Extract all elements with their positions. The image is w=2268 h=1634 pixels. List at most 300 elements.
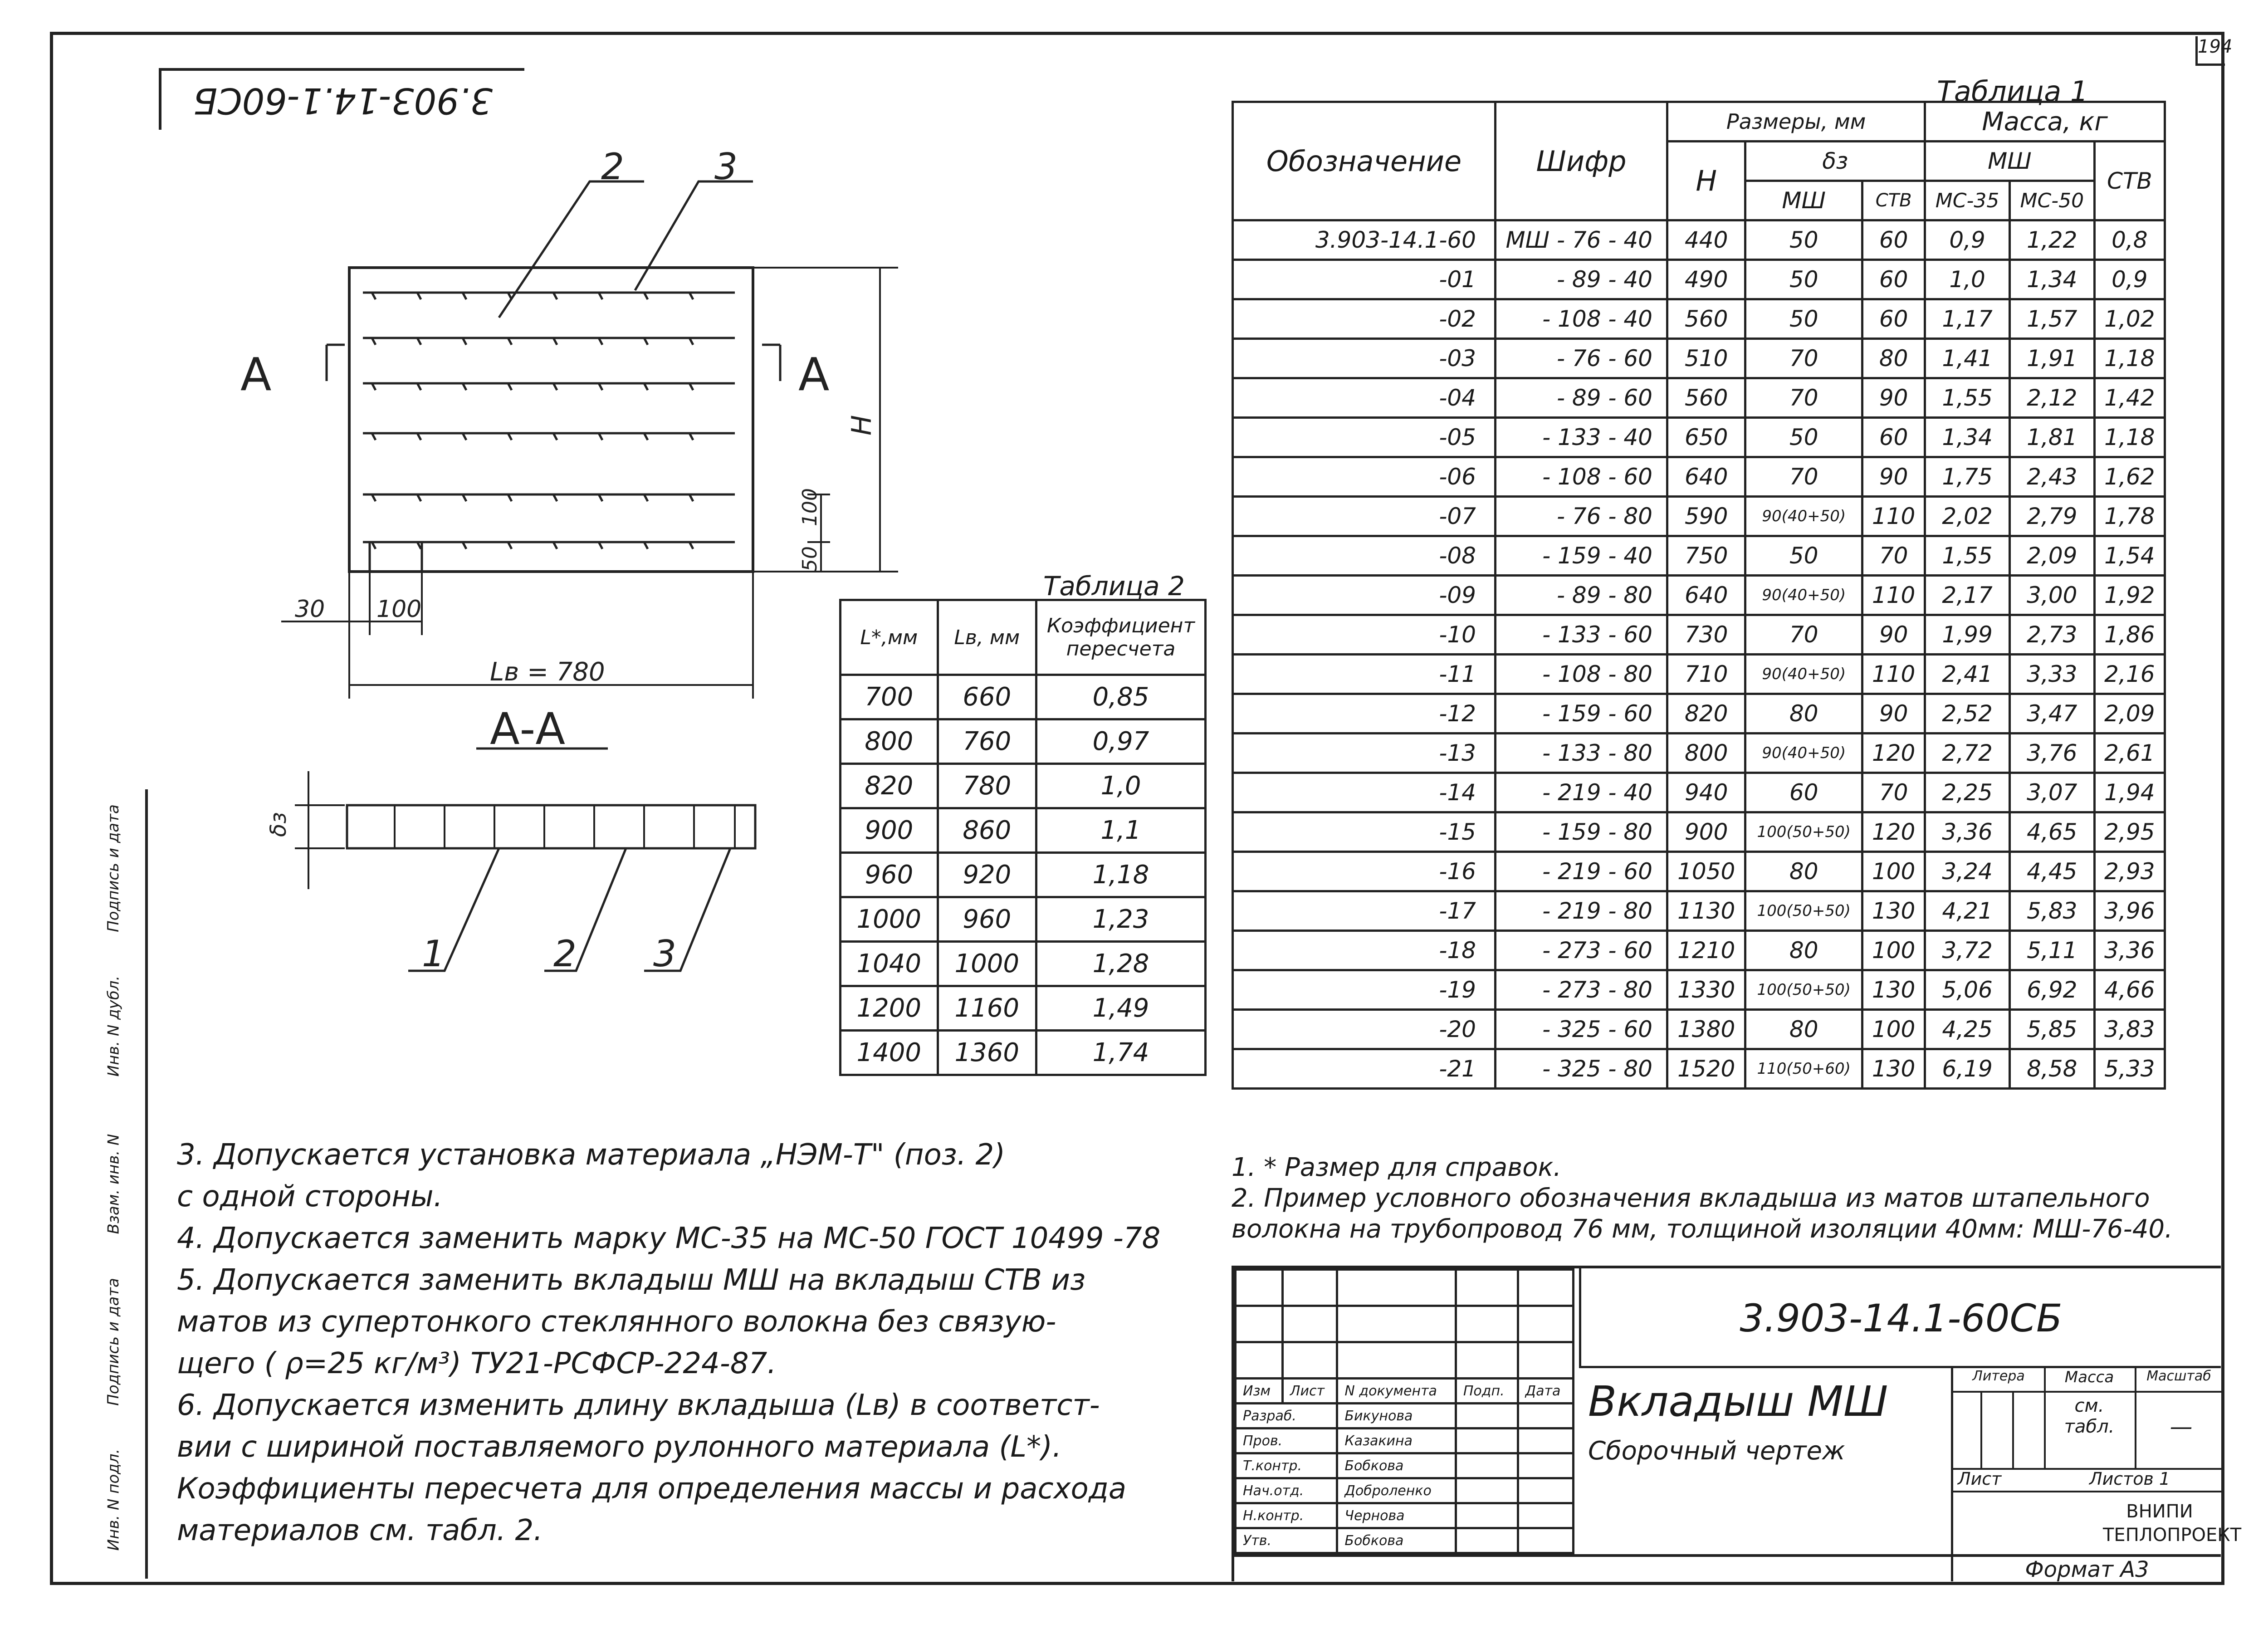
t1-h-H: H bbox=[1667, 142, 1745, 220]
table1-row bbox=[1233, 260, 2165, 299]
t2-cell: 1000 bbox=[841, 897, 938, 942]
dim-100: 100 bbox=[798, 488, 821, 526]
section-title: А-А bbox=[490, 704, 565, 754]
title-signatures bbox=[1234, 1268, 1574, 1554]
tb-row bbox=[1236, 1478, 1574, 1503]
t1-h-mc35: МС-35 bbox=[1925, 181, 2010, 220]
table1-row bbox=[1233, 931, 2165, 970]
tb-cell bbox=[1518, 1528, 1573, 1553]
t1-cell: 90 bbox=[1862, 694, 1925, 734]
t1-cell: - 325 - 80 bbox=[1496, 1049, 1667, 1089]
t1-cell: 70 bbox=[1745, 378, 1862, 418]
t2-cell: 780 bbox=[938, 764, 1036, 808]
tb-cell bbox=[1518, 1453, 1573, 1478]
t1-cell: 710 bbox=[1667, 655, 1745, 694]
t1-cell: 3,83 bbox=[2094, 1010, 2165, 1049]
t1-cell: 80 bbox=[1745, 1010, 1862, 1049]
t1-cell: 1,86 bbox=[2094, 615, 2165, 655]
t1-cell: 1210 bbox=[1667, 931, 1745, 970]
table2-row bbox=[841, 1031, 1206, 1075]
table1-row bbox=[1233, 615, 2165, 655]
tb-cell bbox=[1456, 1528, 1518, 1553]
t1-cell: -12 bbox=[1233, 694, 1496, 734]
note-line: вии с шириной поставляемого рулонного материала (L*). bbox=[177, 1430, 1062, 1464]
t1-cell: 50 bbox=[1745, 260, 1862, 299]
table2 bbox=[839, 599, 1207, 1076]
t1-cell: 80 bbox=[1745, 931, 1862, 970]
top-doc-code: 3.903-14.1-60СБ bbox=[159, 68, 524, 130]
t2-cell: 920 bbox=[938, 853, 1036, 897]
t1-cell: 900 bbox=[1667, 812, 1745, 852]
table2-row bbox=[841, 764, 1206, 808]
callout-2: 2 bbox=[601, 146, 624, 188]
t1-cell: - 89 - 40 bbox=[1496, 260, 1667, 299]
t1-cell: 3,76 bbox=[2009, 734, 2094, 773]
t1-cell: 3,47 bbox=[2009, 694, 2094, 734]
t1-cell: - 133 - 80 bbox=[1496, 734, 1667, 773]
t1-cell: 560 bbox=[1667, 299, 1745, 339]
tb-subname: Сборочный чертеж bbox=[1588, 1436, 1845, 1466]
t1-cell: 100 bbox=[1862, 1010, 1925, 1049]
t1-cell: 1,02 bbox=[2094, 299, 2165, 339]
t1-cell: 50 bbox=[1745, 299, 1862, 339]
t1-h-cipher: Шифр bbox=[1496, 102, 1667, 220]
t1-cell: 1130 bbox=[1667, 891, 1745, 931]
note-line: 4. Допускается заменить марку МС-35 на МС-50 ГОСТ 10499 -78 bbox=[177, 1222, 1161, 1255]
tb-cell bbox=[1456, 1404, 1518, 1429]
table1-caption: Таблица 1 bbox=[1937, 75, 2088, 108]
tb-h-scale: Масштаб bbox=[2135, 1368, 2223, 1393]
t1-cell: 110 bbox=[1862, 497, 1925, 536]
table2-row bbox=[841, 897, 1206, 942]
dim-100b: 100 bbox=[376, 596, 422, 623]
t1-cell: 0,9 bbox=[1925, 220, 2010, 260]
t1-cell: 1,17 bbox=[1925, 299, 2010, 339]
t1-cell: 120 bbox=[1862, 812, 1925, 852]
t1-cell: 800 bbox=[1667, 734, 1745, 773]
t1-cell: 3,36 bbox=[2094, 931, 2165, 970]
tb-sheet-label: Лист bbox=[1958, 1469, 2002, 1489]
t1-cell: 1,34 bbox=[2009, 260, 2094, 299]
t1-cell: 650 bbox=[1667, 418, 1745, 457]
t1-cell: -09 bbox=[1233, 576, 1496, 615]
t1-cell: 4,21 bbox=[1925, 891, 2010, 931]
t1-cell: -07 bbox=[1233, 497, 1496, 536]
dim-lb: Lв = 780 bbox=[490, 657, 605, 687]
t1-cell: 2,09 bbox=[2009, 536, 2094, 576]
t2-cell: 900 bbox=[841, 808, 938, 853]
t1-cell: 2,93 bbox=[2094, 852, 2165, 891]
mat-rows bbox=[363, 293, 735, 572]
tb-format: Формат А3 bbox=[2025, 1557, 2149, 1582]
t1-cell: 80 bbox=[1745, 694, 1862, 734]
t1-cell: 1,54 bbox=[2094, 536, 2165, 576]
t1-cell: 590 bbox=[1667, 497, 1745, 536]
section-mark-right: А bbox=[798, 348, 830, 401]
note-line: 6. Допускается изменить длину вкладыша (Lв) в соответст- bbox=[177, 1389, 1100, 1422]
t1-cell: 490 bbox=[1667, 260, 1745, 299]
table1-row bbox=[1233, 694, 2165, 734]
t1-cell: 1050 bbox=[1667, 852, 1745, 891]
table2-row bbox=[841, 808, 1206, 853]
t2-cell: 1,74 bbox=[1036, 1031, 1206, 1075]
t1-cell: 130 bbox=[1862, 1049, 1925, 1089]
t1-cell: -11 bbox=[1233, 655, 1496, 694]
t1-cell: 1,91 bbox=[2009, 339, 2094, 378]
t1-cell: 100(50+50) bbox=[1745, 891, 1862, 931]
t1-cell: 2,79 bbox=[2009, 497, 2094, 536]
tb-scale-val: — bbox=[2170, 1414, 2193, 1440]
t1-cell: 1,34 bbox=[1925, 418, 2010, 457]
t1-cell: 2,52 bbox=[1925, 694, 2010, 734]
t1-cell: 60 bbox=[1862, 299, 1925, 339]
t1-cell: 90(40+50) bbox=[1745, 576, 1862, 615]
tb-cell bbox=[1518, 1429, 1573, 1453]
t1-cell: -15 bbox=[1233, 812, 1496, 852]
t1-cell: 2,25 bbox=[1925, 773, 2010, 812]
t1-cell: 100(50+50) bbox=[1745, 812, 1862, 852]
table1-row bbox=[1233, 378, 2165, 418]
t1-cell: 5,11 bbox=[2009, 931, 2094, 970]
t1-cell: 2,12 bbox=[2009, 378, 2094, 418]
t2-cell: 1000 bbox=[938, 942, 1036, 986]
t1-cell: -04 bbox=[1233, 378, 1496, 418]
tb-cell bbox=[1456, 1429, 1518, 1453]
t1-cell: 4,45 bbox=[2009, 852, 2094, 891]
table1-row bbox=[1233, 1049, 2165, 1089]
tb-h-ndoc: N документа bbox=[1337, 1379, 1456, 1404]
table2-row bbox=[841, 853, 1206, 897]
callout-2b: 2 bbox=[553, 933, 577, 975]
t1-cell: 70 bbox=[1745, 339, 1862, 378]
t1-cell: 70 bbox=[1862, 773, 1925, 812]
note-line: 2. Пример условного обозначения вкладыша из матов штапельного bbox=[1232, 1184, 2150, 1213]
t1-cell: -10 bbox=[1233, 615, 1496, 655]
t1-cell: 90(40+50) bbox=[1745, 734, 1862, 773]
t1-cell: 3,00 bbox=[2009, 576, 2094, 615]
t2-cell: 760 bbox=[938, 719, 1036, 764]
note-line: 3. Допускается установка материала „НЭМ-Т" (поз. 2) bbox=[177, 1138, 1006, 1172]
tb-cell: Пров. bbox=[1236, 1429, 1337, 1453]
t1-cell: - 219 - 60 bbox=[1496, 852, 1667, 891]
table1-row bbox=[1233, 576, 2165, 615]
t1-cell: -13 bbox=[1233, 734, 1496, 773]
tb-cell bbox=[1456, 1478, 1518, 1503]
t1-cell: -05 bbox=[1233, 418, 1496, 457]
t1-cell: 3,33 bbox=[2009, 655, 2094, 694]
t1-cell: 50 bbox=[1745, 220, 1862, 260]
t2-cell: 1,0 bbox=[1036, 764, 1206, 808]
t1-cell: 130 bbox=[1862, 891, 1925, 931]
t1-cell: - 219 - 40 bbox=[1496, 773, 1667, 812]
t1-cell: -06 bbox=[1233, 457, 1496, 497]
tb-mass-val: см. табл. bbox=[2064, 1395, 2115, 1437]
callout-1b: 1 bbox=[422, 933, 445, 975]
t1-h-stv2: СТВ bbox=[2094, 142, 2165, 220]
t1-cell: 110 bbox=[1862, 576, 1925, 615]
t1-cell: 2,61 bbox=[2094, 734, 2165, 773]
t1-cell: 50 bbox=[1745, 418, 1862, 457]
t2-cell: 800 bbox=[841, 719, 938, 764]
t1-cell: -18 bbox=[1233, 931, 1496, 970]
table1-row bbox=[1233, 220, 2165, 260]
t2-cell: 1160 bbox=[938, 986, 1036, 1031]
t1-cell: 1,94 bbox=[2094, 773, 2165, 812]
table2-row bbox=[841, 942, 1206, 986]
t1-cell: 640 bbox=[1667, 457, 1745, 497]
t1-cell: 80 bbox=[1745, 852, 1862, 891]
section-mark-left: А bbox=[240, 348, 272, 401]
t1-cell: 110 bbox=[1862, 655, 1925, 694]
tb-cell: Н.контр. bbox=[1236, 1503, 1337, 1528]
table1-row bbox=[1233, 773, 2165, 812]
t1-cell: -03 bbox=[1233, 339, 1496, 378]
t1-cell: 1,81 bbox=[2009, 418, 2094, 457]
callout-3b: 3 bbox=[653, 933, 676, 975]
t1-cell: 1,22 bbox=[2009, 220, 2094, 260]
t1-cell: МШ - 76 - 40 bbox=[1496, 220, 1667, 260]
tb-cell: Бикунова bbox=[1337, 1404, 1456, 1429]
table2-row bbox=[841, 719, 1206, 764]
t1-cell: -19 bbox=[1233, 970, 1496, 1010]
tb-cell: Бобкова bbox=[1337, 1453, 1456, 1478]
t1-cell: - 89 - 80 bbox=[1496, 576, 1667, 615]
tb-right-grid bbox=[1951, 1368, 2242, 1581]
t1-cell: 1,62 bbox=[2094, 457, 2165, 497]
t1-h-msh2: МШ bbox=[1925, 142, 2094, 181]
table1-row bbox=[1233, 418, 2165, 457]
t1-cell: 3.903-14.1-60 bbox=[1233, 220, 1496, 260]
t1-cell: 3,24 bbox=[1925, 852, 2010, 891]
t1-cell: 1,78 bbox=[2094, 497, 2165, 536]
tb-org: ВНИПИ ТЕПЛОПРОЕКТ bbox=[2103, 1501, 2242, 1546]
t1-cell: 3,07 bbox=[2009, 773, 2094, 812]
t1-cell: 1520 bbox=[1667, 1049, 1745, 1089]
tb-cell: Т.контр. bbox=[1236, 1453, 1337, 1478]
t1-cell: 8,58 bbox=[2009, 1049, 2094, 1089]
t1-cell: 5,06 bbox=[1925, 970, 2010, 1010]
t1-cell: 130 bbox=[1862, 970, 1925, 1010]
t1-cell: 1380 bbox=[1667, 1010, 1745, 1049]
dim-50: 50 bbox=[798, 546, 821, 572]
t1-cell: 50 bbox=[1745, 536, 1862, 576]
t1-cell: 90(40+50) bbox=[1745, 655, 1862, 694]
note-line: щего ( ρ=25 кг/м³) ТУ21-РСФСР-224-87. bbox=[177, 1347, 777, 1380]
callout-3: 3 bbox=[714, 146, 738, 188]
t1-cell: 5,85 bbox=[2009, 1010, 2094, 1049]
t1-h-sizes: Размеры, мм bbox=[1667, 102, 1925, 142]
tb-cell: Утв. bbox=[1236, 1528, 1337, 1553]
note-line: Коэффициенты пересчета для определения массы и расхода bbox=[177, 1472, 1127, 1506]
tb-cell bbox=[1456, 1453, 1518, 1478]
t1-cell: 0,9 bbox=[2094, 260, 2165, 299]
t1-cell: 560 bbox=[1667, 378, 1745, 418]
t1-cell: 1330 bbox=[1667, 970, 1745, 1010]
t1-cell: 60 bbox=[1745, 773, 1862, 812]
t1-cell: 1,75 bbox=[1925, 457, 2010, 497]
tb-h-mass: Масса bbox=[2044, 1368, 2136, 1393]
table2-caption: Таблица 2 bbox=[1043, 571, 1185, 602]
t1-cell: 2,72 bbox=[1925, 734, 2010, 773]
t1-cell: 2,02 bbox=[1925, 497, 2010, 536]
tb-cell bbox=[1518, 1478, 1573, 1503]
t1-cell: 5,33 bbox=[2094, 1049, 2165, 1089]
tb-row bbox=[1236, 1404, 1574, 1429]
page-corner-number: 194 bbox=[2195, 36, 2225, 66]
table1-row bbox=[1233, 970, 2165, 1010]
table1-row bbox=[1233, 536, 2165, 576]
t1-cell: 90(40+50) bbox=[1745, 497, 1862, 536]
t1-cell: 90 bbox=[1862, 615, 1925, 655]
t1-cell: -20 bbox=[1233, 1010, 1496, 1049]
side-label: Инв. N дубл. bbox=[104, 975, 123, 1077]
t1-h-mc50: МС-50 bbox=[2009, 181, 2094, 220]
t1-cell: - 273 - 60 bbox=[1496, 931, 1667, 970]
t1-cell: 940 bbox=[1667, 773, 1745, 812]
tb-h-podp: Подп. bbox=[1456, 1379, 1518, 1404]
t2-cell: 0,85 bbox=[1036, 675, 1206, 719]
note-line: с одной стороны. bbox=[177, 1180, 443, 1213]
t1-cell: 60 bbox=[1862, 418, 1925, 457]
t1-cell: 90 bbox=[1862, 378, 1925, 418]
t1-cell: 640 bbox=[1667, 576, 1745, 615]
t2-cell: 700 bbox=[841, 675, 938, 719]
t1-cell: 2,73 bbox=[2009, 615, 2094, 655]
title-block bbox=[1232, 1266, 2242, 1582]
t1-cell: 80 bbox=[1862, 339, 1925, 378]
side-label: Подпись и дата bbox=[104, 1278, 123, 1406]
tb-cell bbox=[1456, 1503, 1518, 1528]
t1-cell: - 159 - 80 bbox=[1496, 812, 1667, 852]
t1-cell: 100 bbox=[1862, 931, 1925, 970]
table1-row bbox=[1233, 457, 2165, 497]
tb-h-data: Дата bbox=[1518, 1379, 1573, 1404]
tb-h-izm: Изм bbox=[1236, 1379, 1283, 1404]
t1-cell: 3,96 bbox=[2094, 891, 2165, 931]
t1-cell: -21 bbox=[1233, 1049, 1496, 1089]
t1-cell: - 108 - 40 bbox=[1496, 299, 1667, 339]
t1-cell: 120 bbox=[1862, 734, 1925, 773]
t1-cell: 110(50+60) bbox=[1745, 1049, 1862, 1089]
tb-doc-code: 3.903-14.1-60СБ bbox=[1579, 1268, 2221, 1368]
t1-cell: 2,09 bbox=[2094, 694, 2165, 734]
t1-cell: 60 bbox=[1862, 220, 1925, 260]
t1-cell: 1,18 bbox=[2094, 339, 2165, 378]
notes-right bbox=[1232, 1152, 2173, 1245]
table1-row bbox=[1233, 812, 2165, 852]
t1-h-msh: МШ bbox=[1745, 181, 1862, 220]
t1-cell: - 273 - 80 bbox=[1496, 970, 1667, 1010]
side-label: Подпись и дата bbox=[104, 804, 123, 932]
tb-cell: Казакина bbox=[1337, 1429, 1456, 1453]
t1-cell: 100(50+50) bbox=[1745, 970, 1862, 1010]
t1-cell: - 219 - 80 bbox=[1496, 891, 1667, 931]
side-label: Взам. инв. N bbox=[104, 1134, 123, 1234]
dim-h: H bbox=[846, 415, 878, 435]
table1-row bbox=[1233, 339, 2165, 378]
tb-row bbox=[1236, 1528, 1574, 1553]
t1-cell: 6,19 bbox=[1925, 1049, 2010, 1089]
table1-row bbox=[1233, 299, 2165, 339]
t1-cell: - 159 - 60 bbox=[1496, 694, 1667, 734]
t2-cell: 660 bbox=[938, 675, 1036, 719]
t1-cell: - 133 - 60 bbox=[1496, 615, 1667, 655]
tb-row bbox=[1236, 1453, 1574, 1478]
t2-cell: 1,1 bbox=[1036, 808, 1206, 853]
note-line: материалов см. табл. 2. bbox=[177, 1514, 543, 1547]
side-label: Инв. N подл. bbox=[104, 1448, 123, 1551]
tb-cell: Доброленко bbox=[1337, 1478, 1456, 1503]
table1-row bbox=[1233, 891, 2165, 931]
tb-row bbox=[1236, 1429, 1574, 1453]
t1-cell: -14 bbox=[1233, 773, 1496, 812]
t1-cell: - 325 - 60 bbox=[1496, 1010, 1667, 1049]
t1-cell: 2,16 bbox=[2094, 655, 2165, 694]
t1-cell: 2,41 bbox=[1925, 655, 2010, 694]
t1-cell: 6,92 bbox=[2009, 970, 2094, 1010]
table1-row bbox=[1233, 1010, 2165, 1049]
tb-cell bbox=[1518, 1404, 1573, 1429]
t2-header: Коэффициент пересчета bbox=[1036, 600, 1206, 675]
tb-row bbox=[1236, 1503, 1574, 1528]
t1-cell: 1,57 bbox=[2009, 299, 2094, 339]
t1-cell: - 76 - 80 bbox=[1496, 497, 1667, 536]
tb-h-list: Лист bbox=[1282, 1379, 1337, 1404]
insert-outline bbox=[349, 268, 753, 572]
t1-cell: 4,66 bbox=[2094, 970, 2165, 1010]
dim-30: 30 bbox=[295, 596, 325, 623]
t1-cell: 0,8 bbox=[2094, 220, 2165, 260]
table1 bbox=[1232, 101, 2166, 1090]
t1-cell: 3,36 bbox=[1925, 812, 2010, 852]
tb-cell: Бобкова bbox=[1337, 1528, 1456, 1553]
t1-cell: -08 bbox=[1233, 536, 1496, 576]
tb-cell: Разраб. bbox=[1236, 1404, 1337, 1429]
t2-cell: 1200 bbox=[841, 986, 938, 1031]
t1-cell: - 89 - 60 bbox=[1496, 378, 1667, 418]
t1-cell: 70 bbox=[1745, 615, 1862, 655]
t2-cell: 0,97 bbox=[1036, 719, 1206, 764]
t2-cell: 860 bbox=[938, 808, 1036, 853]
t1-cell: 4,65 bbox=[2009, 812, 2094, 852]
table2-row bbox=[841, 986, 1206, 1031]
dim-delta: δз bbox=[266, 812, 291, 837]
t1-cell: 3,72 bbox=[1925, 931, 2010, 970]
note-line: волокна на трубопровод 76 мм, толщиной изоляции 40мм: МШ-76-40. bbox=[1232, 1214, 2173, 1244]
t1-cell: 70 bbox=[1745, 457, 1862, 497]
t1-cell: 100 bbox=[1862, 852, 1925, 891]
t1-cell: 1,41 bbox=[1925, 339, 2010, 378]
t1-cell: 5,83 bbox=[2009, 891, 2094, 931]
note-line: матов из супертонкого стеклянного волокна без связую- bbox=[177, 1305, 1056, 1339]
t2-cell: 820 bbox=[841, 764, 938, 808]
t2-cell: 960 bbox=[841, 853, 938, 897]
t1-cell: - 108 - 60 bbox=[1496, 457, 1667, 497]
note-line: 1. * Размер для справок. bbox=[1232, 1153, 1562, 1182]
t2-cell: 1,28 bbox=[1036, 942, 1206, 986]
t1-cell: 510 bbox=[1667, 339, 1745, 378]
table2-row bbox=[841, 675, 1206, 719]
t1-cell: - 76 - 60 bbox=[1496, 339, 1667, 378]
t1-cell: -17 bbox=[1233, 891, 1496, 931]
t1-cell: 1,0 bbox=[1925, 260, 2010, 299]
t2-cell: 1400 bbox=[841, 1031, 938, 1075]
t2-cell: 1,23 bbox=[1036, 897, 1206, 942]
tb-cell: Чернова bbox=[1337, 1503, 1456, 1528]
t1-cell: 90 bbox=[1862, 457, 1925, 497]
t1-cell: 2,17 bbox=[1925, 576, 2010, 615]
t1-cell: 1,55 bbox=[1925, 378, 2010, 418]
